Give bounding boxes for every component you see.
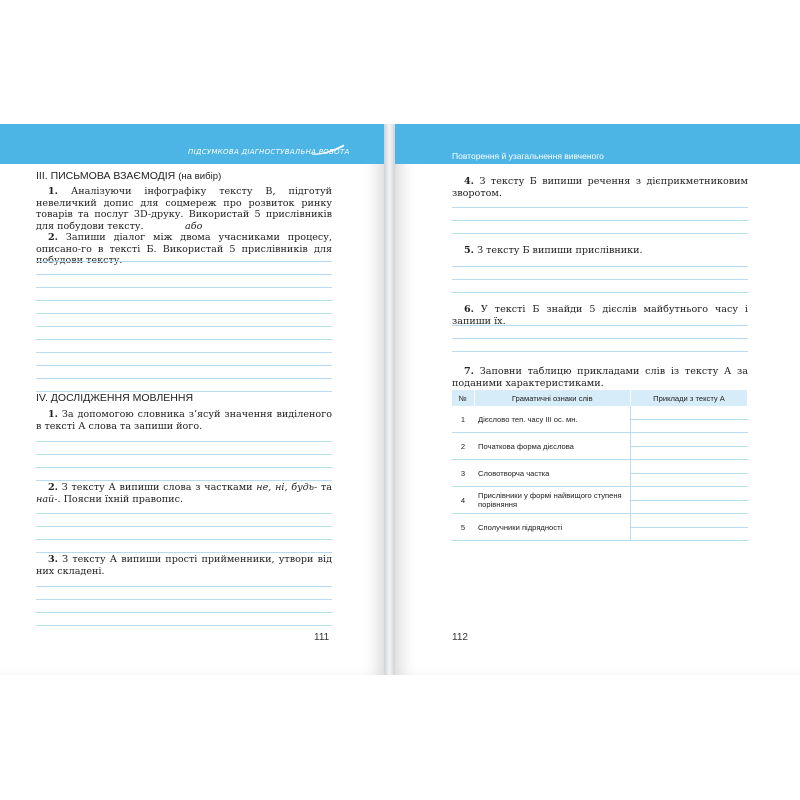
table-row: 2 Початкова форма дієслова [452,433,748,460]
table-header-row [452,390,748,406]
answer-lines-task-2[interactable] [36,249,332,392]
research-task-1-text: 1. За допомогою словника з’ясуй значення виділеного в тексті А слова та запиши його. [36,409,332,432]
example-cell[interactable] [631,433,748,460]
answer-lines-research-3[interactable] [36,574,332,626]
section-3-heading: ІІІ. ПИСЬМОВА ВЗАЄМОДІЯ (на вибір) [36,170,222,182]
section-4-heading: IV. ДОСЛІДЖЕННЯ МОВЛЕННЯ [36,392,194,404]
task-5-text: 5. З тексту Б випиши прислівники. [464,245,643,256]
example-cell[interactable] [631,406,748,433]
page-number-left: 111 [314,632,330,643]
answer-lines-research-2[interactable] [36,501,332,553]
task-6-text: 6. У тексті Б знайди 5 дієслів майбутнього часу і запиши їх. [452,304,748,327]
research-task-2-text: 2. З тексту А випиши слова з частками не, ні, будь- та най-. Поясни їхній правопис. [36,482,333,505]
example-cell[interactable] [631,460,748,487]
header-number: № [452,390,474,406]
answer-lines-task-6[interactable] [452,313,748,352]
or-word: або [185,221,203,232]
answer-lines-research-1[interactable] [36,429,332,481]
table-row: 5 Сполучники підрядності [452,514,748,541]
grammar-table [452,390,748,541]
header-examples: Приклади з тексту А [631,390,748,406]
task-2-text: 2. Запиши діалог між двома учасниками процесу, описано-го в тексті Б. Використай 5 прислівників для побудови тексту. [36,232,332,267]
answer-lines-task-5[interactable] [452,254,748,293]
research-task-3-text: 3. З тексту А випиши прості прийменники, утвори від них складені. [36,554,332,577]
right-running-header: Повторення й узагальнення вивченого [452,151,604,161]
example-cell[interactable] [631,487,748,514]
book-gutter [384,124,395,675]
table-row: 3 Словотворча частка [452,460,748,487]
task-7-text: 7. Заповни таблицю прикладами слів із тексту А за поданими характеристиками. [452,366,748,389]
table-row: 1 Дієслово теп. часу ІІІ ос. мн. [452,406,748,433]
left-running-header: ПІДСУМКОВА ДІАГНОСТУВАЛЬНА РОБОТА [188,148,350,156]
task-1-text: 1. Аналізуючи інфографіку тексту В, підготуй невеличкий допис для соцмереж про розвиток ринку товарів та послуг 3D-друку. Використай 5 прислівників для побудови тексту. [36,186,332,232]
table-row: 4 Прислівники у формі найвищого ступеня порівняння [452,487,748,514]
task-4-text: 4. З тексту Б випиши речення з дієприкметниковим зворотом. [452,176,748,199]
answer-lines-task-4[interactable] [452,195,748,234]
swoosh-icon [310,143,346,157]
header-features: Граматичні ознаки слів [474,390,631,406]
page-number-right: 112 [452,632,468,643]
example-cell[interactable] [631,514,748,541]
